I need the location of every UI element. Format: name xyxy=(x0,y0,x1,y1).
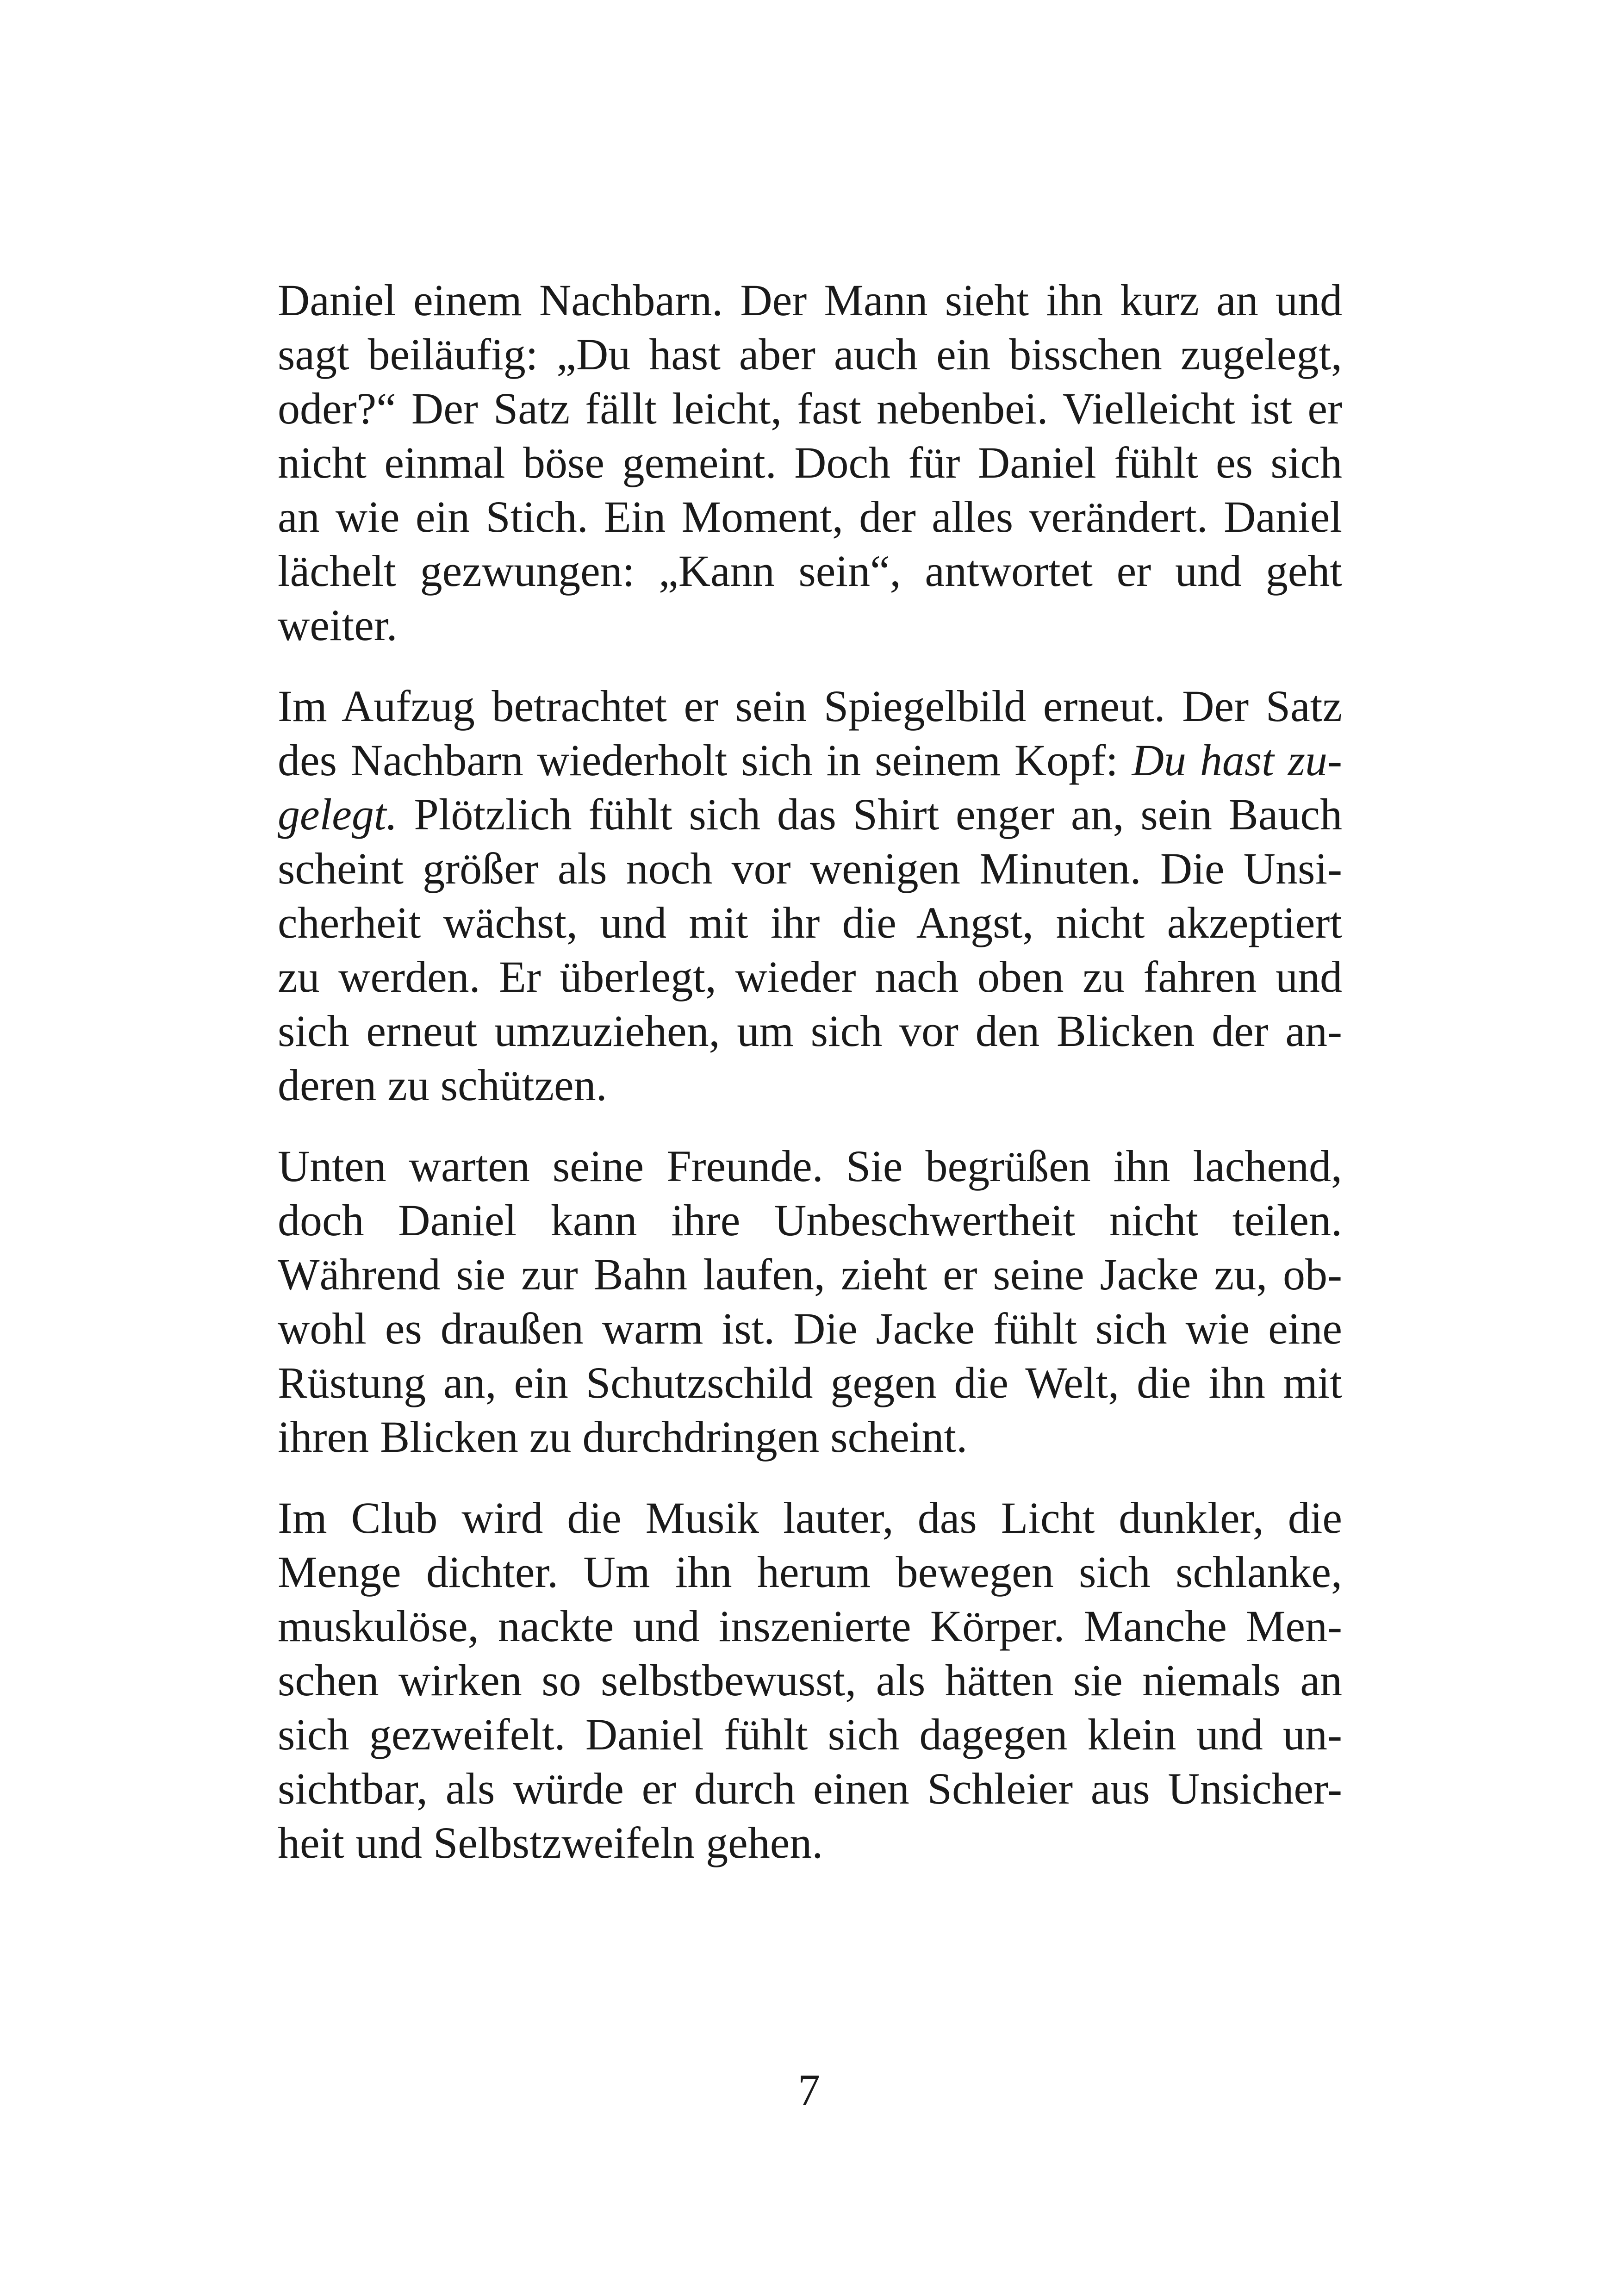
text-line: an wie ein Stich. Ein Moment, der alles verändert. Daniel xyxy=(278,492,1342,541)
text-line: Rüstung an, ein Schutzschild gegen die Welt, die ihn mit xyxy=(278,1358,1342,1407)
text-line: sichtbar, als würde er durch einen Schleier aus Unsicher- xyxy=(278,1764,1342,1813)
text-segment: Plötzlich fühlt sich das Shirt enger an, sein Bauch xyxy=(397,790,1342,839)
text-line: Daniel einem Nachbarn. Der Mann sieht ihn kurz an und xyxy=(278,275,1342,325)
text-line: zu werden. Er überlegt, wieder nach oben zu fahren und xyxy=(278,952,1342,1002)
text-line xyxy=(278,733,1342,787)
text-line xyxy=(278,787,1342,841)
text-line: scheint größer als noch vor wenigen Minuten. Die Unsi- xyxy=(278,844,1342,893)
text-line: sich erneut umzuziehen, um sich vor den Blicken der an- xyxy=(278,1006,1342,1056)
text-line: Menge dichter. Um ihn herum bewegen sich schlanke, xyxy=(278,1547,1342,1597)
text-line: cherheit wächst, und mit ihr die Angst, nicht akzeptiert xyxy=(278,898,1342,947)
text-line: Während sie zur Bahn laufen, zieht er seine Jacke zu, ob- xyxy=(278,1250,1342,1299)
paragraph-1 xyxy=(278,273,1342,652)
text-line: deren zu schützen. xyxy=(278,1060,607,1110)
text-line: sich gezweifelt. Daniel fühlt sich dagegen klein und un- xyxy=(278,1710,1342,1759)
text-line: Im Aufzug betrachtet er sein Spiegelbild erneut. Der Satz xyxy=(278,681,1342,731)
page-number: 7 xyxy=(798,2065,820,2115)
paragraph-4 xyxy=(278,1491,1342,1870)
text-line: schen wirken so selbstbewusst, als hätten sie niemals an xyxy=(278,1655,1342,1705)
text-line: muskulöse, nackte und inszenierte Körper. Manche Men- xyxy=(278,1601,1342,1651)
italic-text: Du hast zu- xyxy=(1132,735,1343,785)
italic-text: gelegt. xyxy=(278,790,398,839)
text-line: sagt beiläufig: „Du hast aber auch ein bisschen zugelegt, xyxy=(278,330,1342,379)
text-line: doch Daniel kann ihre Unbeschwertheit nicht teilen. xyxy=(278,1195,1342,1245)
text-line: Unten warten seine Freunde. Sie begrüßen ihn lachend, xyxy=(278,1141,1342,1191)
text-line: lächelt gezwungen: „Kann sein“, antwortet er und geht xyxy=(278,546,1342,596)
text-segment: des Nachbarn wiederholt sich in seinem Kopf: xyxy=(278,735,1132,785)
body-text xyxy=(278,273,1342,1897)
text-line: oder?“ Der Satz fällt leicht, fast nebenbei. Vielleicht ist er xyxy=(278,384,1342,433)
text-line: Im Club wird die Musik lauter, das Licht dunkler, die xyxy=(278,1493,1342,1543)
text-line: nicht einmal böse gemeint. Doch für Daniel fühlt es sich xyxy=(278,438,1342,487)
text-line: ihren Blicken zu durchdringen scheint. xyxy=(278,1412,968,1462)
text-line: wohl es draußen warm ist. Die Jacke fühlt sich wie eine xyxy=(278,1304,1342,1353)
paragraph-3 xyxy=(278,1139,1342,1464)
text-line: heit und Selbstzweifeln gehen. xyxy=(278,1818,823,1867)
text-line: weiter. xyxy=(278,600,398,650)
paragraph-2 xyxy=(278,679,1342,1112)
